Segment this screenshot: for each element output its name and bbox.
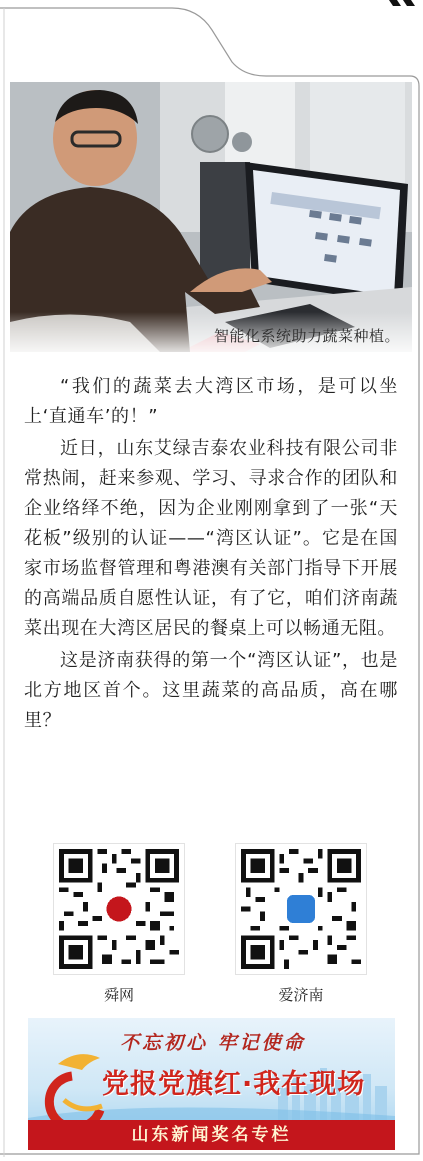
qr-label: 舜网 — [103, 986, 134, 1004]
photo-illustration — [10, 82, 412, 352]
article-photo — [10, 82, 412, 352]
aijinan-app-icon — [287, 895, 315, 923]
photo-caption: 智能化系统助力蔬菜种植。 — [213, 327, 400, 345]
qr-pattern — [241, 849, 361, 969]
banner-strip — [28, 1120, 395, 1150]
article-body — [24, 372, 398, 736]
banner-strip-text: 山东新闻奖名专栏 — [131, 1125, 292, 1145]
article-paragraph: 近日，山东艾绿吉泰农业科技有限公司非常热闹，赶来参观、学习、寻求合作的团队和企业络绎不绝，因为企业刚刚拿到了一张“天花板”级别的认证——“湾区认证”。它是在国家市场监督管理和粤港澳有关部门指导下开展的高端品质自愿性认证，有了它，咱们济南蔬菜出现在大湾区居民的餐桌上可以畅通无阻。 — [24, 438, 398, 639]
qr-code-shunwang[interactable] — [54, 844, 184, 1005]
banner-title: 党报党旗红·我在现场 — [102, 1069, 366, 1100]
qr-label: 爱济南 — [278, 986, 324, 1004]
decorative-corner-icon — [381, 0, 419, 8]
shunwang-logo-icon — [107, 897, 132, 922]
qr-code-aijinan[interactable] — [236, 844, 366, 1005]
qr-code-icon[interactable] — [236, 844, 366, 974]
article-paragraph: “我们的蔬菜去大湾区市场，是可以坐上‘直通车’的！” — [24, 376, 398, 427]
qr-code-icon[interactable] — [54, 844, 184, 974]
banner-motto: 不忘初心 牢记使命 — [120, 1032, 306, 1054]
column-banner — [28, 1018, 395, 1150]
qr-pattern — [59, 849, 179, 969]
article-paragraph: 这是济南获得的第一个“湾区认证”，也是北方地区首个。这里蔬菜的高品质，高在哪里？ — [24, 650, 398, 731]
